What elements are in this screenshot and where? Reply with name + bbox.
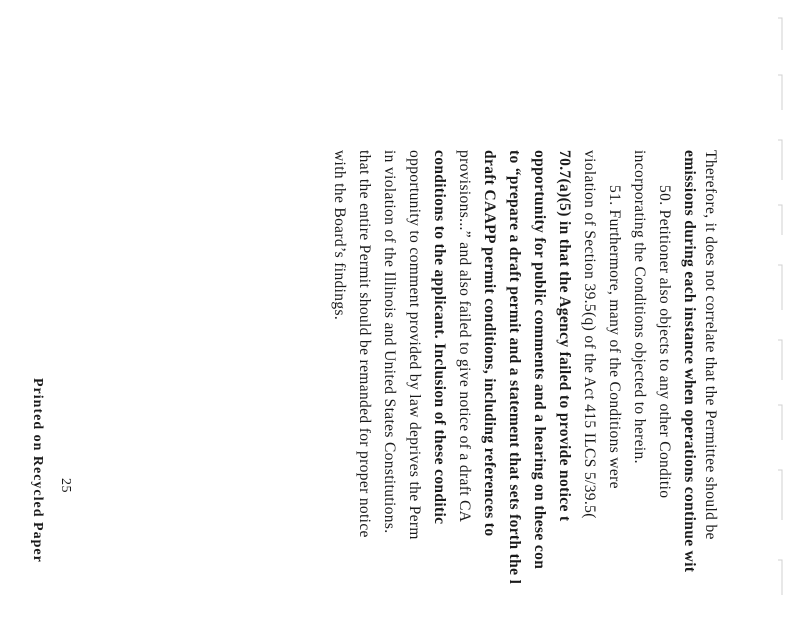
text-line: draft CAAPP permit conditions, including references to — [481, 150, 498, 537]
text-line: emissions during each instance when operations continue wit — [681, 150, 698, 573]
text-line: that the entire Permit should be remanded for proper notice — [356, 150, 373, 538]
text-line: provisions...” and also failed to give notice of a draft CA — [456, 150, 473, 523]
page-number: 25 — [58, 478, 73, 493]
text-line: conditions to the applicant. Inclusion of these conditic — [431, 150, 448, 525]
text-line: incorporating the Conditions objected to herein. — [631, 150, 648, 464]
text-line: opportunity to comment provided by law deprives the Perm — [406, 150, 423, 540]
text-line: in violation of the Illinois and United States Constitutions. — [381, 150, 398, 534]
text-line: to “prepare a draft permit and a statement that sets forth the l — [506, 150, 523, 585]
text-line: with the Board’s findings. — [331, 150, 348, 321]
text-line: 50. Petitioner also objects to any other Conditio — [656, 185, 673, 499]
footer-printed-on-recycled-paper: Printed on Recycled Paper — [30, 378, 45, 563]
text-line: opportunity for public comments and a hearing on these con — [531, 150, 548, 570]
text-line: violation of Section 39.5(q) of the Act 415 ILCS 5/39.5( — [581, 150, 598, 519]
text-line: Therefore, it does not correlate that the Permittee should be — [702, 150, 719, 540]
text-line: 51. Furthermore, many of the Conditions were — [606, 185, 623, 489]
text-line: 70.7(a)(5) in that the Agency failed to provide notice t — [556, 150, 573, 522]
